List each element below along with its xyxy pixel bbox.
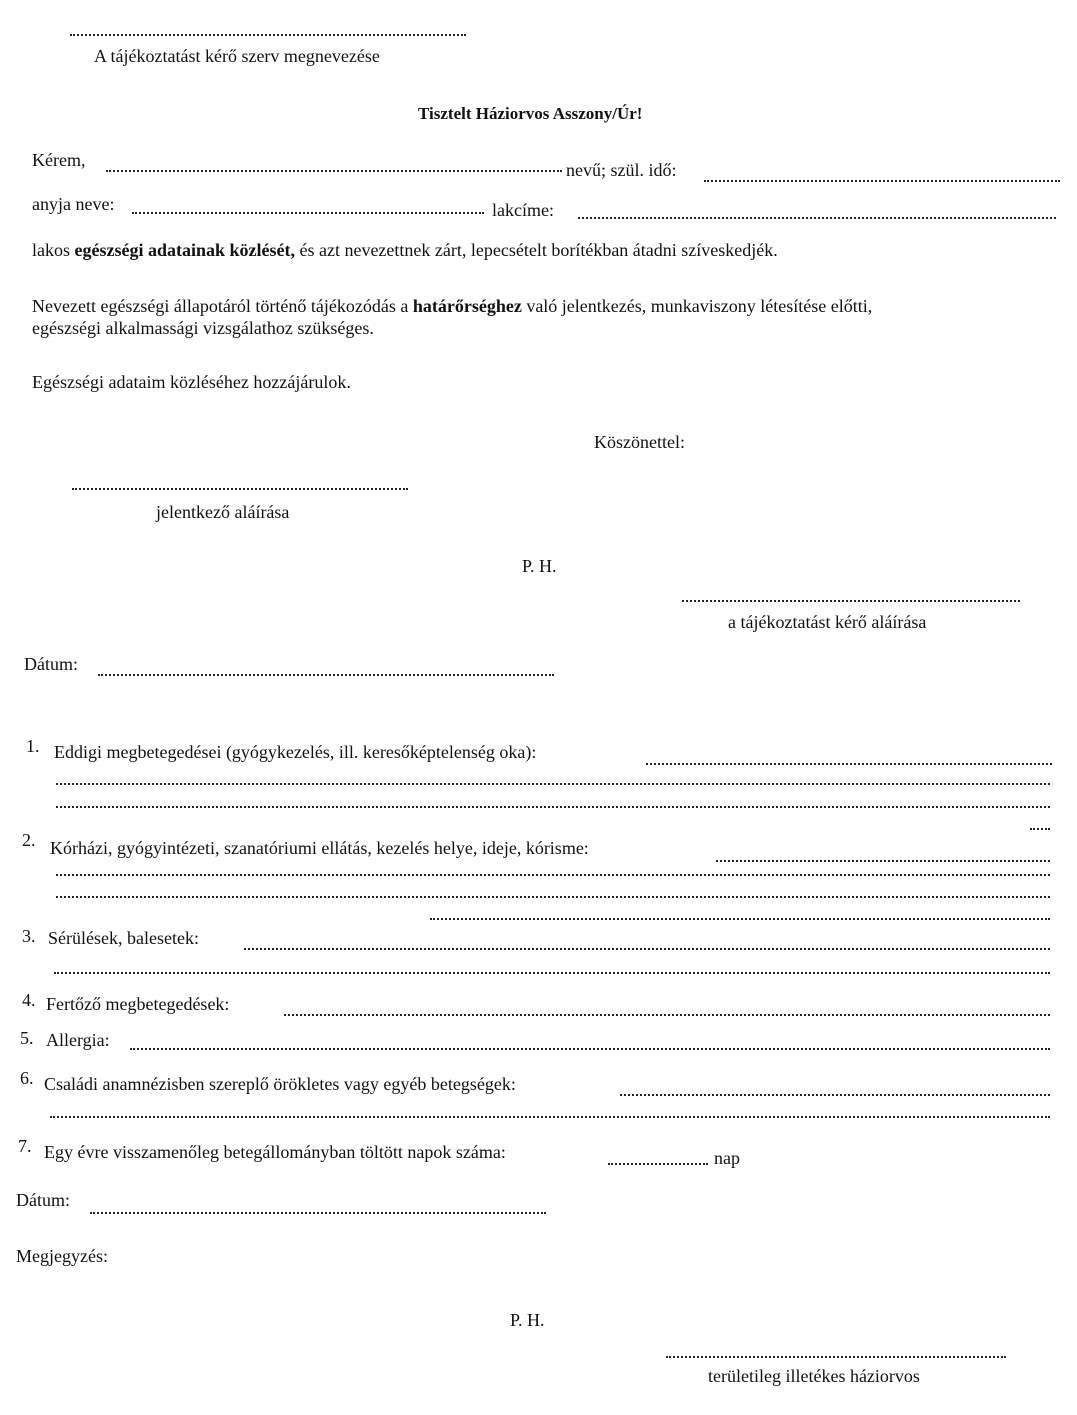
letter-title: Tisztelt Háziorvos Asszony/Úr! — [418, 104, 643, 123]
item-6-label: Családi anamnézisben szereplő örökletes vagy egyéb betegségek: — [44, 1074, 516, 1094]
applicant-signature-label: jelentkező aláírása — [156, 502, 290, 522]
sick-days-field[interactable] — [608, 1163, 708, 1165]
item-3-label: Sérülések, balesetek: — [48, 928, 199, 948]
date-label-1: Dátum: — [24, 654, 78, 674]
item-6-field[interactable] — [620, 1094, 1050, 1096]
name-field[interactable] — [106, 170, 562, 172]
item-4-label: Fertőző megbetegedések: — [46, 994, 230, 1014]
date-field-2[interactable] — [90, 1212, 546, 1214]
item-4-field[interactable] — [284, 1014, 1050, 1016]
kerem-label: Kérem, — [32, 150, 86, 170]
date-field-1[interactable] — [98, 674, 554, 676]
requester-signature-line[interactable] — [682, 600, 1020, 602]
requester-signature-label: a tájékoztatást kérő aláírása — [728, 612, 927, 632]
item-2-field-line-3[interactable] — [56, 896, 1050, 898]
item-7-label: Egy évre visszamenőleg betegállományban töltött napok száma: — [44, 1142, 506, 1162]
item-5-field[interactable] — [130, 1048, 1050, 1050]
item-1-field-line-3[interactable] — [56, 806, 1050, 808]
item-3-number: 3. — [22, 926, 36, 946]
item-2-field-line-4[interactable] — [430, 918, 1050, 920]
remark-label: Megjegyzés: — [16, 1246, 108, 1266]
org-name-line[interactable] — [70, 34, 466, 36]
item-7-number: 7. — [18, 1136, 32, 1156]
item-5-label: Allergia: — [46, 1030, 110, 1050]
item-1-number: 1. — [26, 736, 40, 756]
item-6-field-line-2[interactable] — [50, 1116, 1050, 1118]
date-label-2: Dátum: — [16, 1190, 70, 1210]
org-name-label: A tájékoztatást kérő szerv megnevezése — [94, 46, 380, 66]
thanks-text: Köszönettel: — [594, 432, 685, 452]
birth-date-field[interactable] — [704, 180, 1060, 182]
item-1-field[interactable] — [646, 763, 1052, 765]
item-2-number: 2. — [22, 830, 36, 850]
stamp-placeholder-2: P. H. — [510, 1310, 545, 1330]
item-6-number: 6. — [20, 1068, 34, 1088]
consent-request-text: lakos egészségi adatainak közlését, és azt nevezettnek zárt, lepecsételt borítékban átadni szíveskedjék. — [32, 240, 778, 260]
doctor-signature-line[interactable] — [666, 1356, 1006, 1358]
stamp-placeholder-1: P. H. — [522, 556, 557, 576]
item-2-field[interactable] — [716, 860, 1050, 862]
doctor-signature-label: területileg illetékes háziorvos — [708, 1366, 920, 1386]
mother-name-label: anyja neve: — [32, 194, 115, 214]
applicant-signature-line[interactable] — [72, 488, 408, 490]
purpose-line-1: Nevezett egészségi állapotáról történő tájékozódás a határőrséghez való jelentkezés, munkaviszony létesítése előtti, — [32, 296, 873, 316]
item-1-field-line-2[interactable] — [56, 783, 1050, 785]
item-4-number: 4. — [22, 990, 36, 1010]
mother-name-field[interactable] — [132, 212, 484, 214]
address-label: lakcíme: — [492, 200, 554, 220]
consent-statement: Egészségi adataim közléséhez hozzájárulok. — [32, 372, 351, 392]
item-3-field-line-2[interactable] — [54, 972, 1050, 974]
address-field[interactable] — [578, 217, 1056, 219]
item-5-number: 5. — [20, 1028, 34, 1048]
item-1-label: Eddigi megbetegedései (gyógykezelés, ill. keresőképtelenség oka): — [54, 742, 537, 762]
item-1-field-line-4[interactable] — [1030, 828, 1050, 830]
item-2-field-line-2[interactable] — [56, 874, 1050, 876]
item-2-label: Kórházi, gyógyintézeti, szanatóriumi ellátás, kezelés helye, ideje, kórisme: — [50, 838, 589, 858]
item-3-field[interactable] — [244, 948, 1050, 950]
purpose-line-2: egészségi alkalmassági vizsgálathoz szükséges. — [32, 318, 374, 338]
birth-date-label: nevű; szül. idő: — [566, 160, 677, 180]
sick-days-unit: nap — [714, 1148, 740, 1168]
